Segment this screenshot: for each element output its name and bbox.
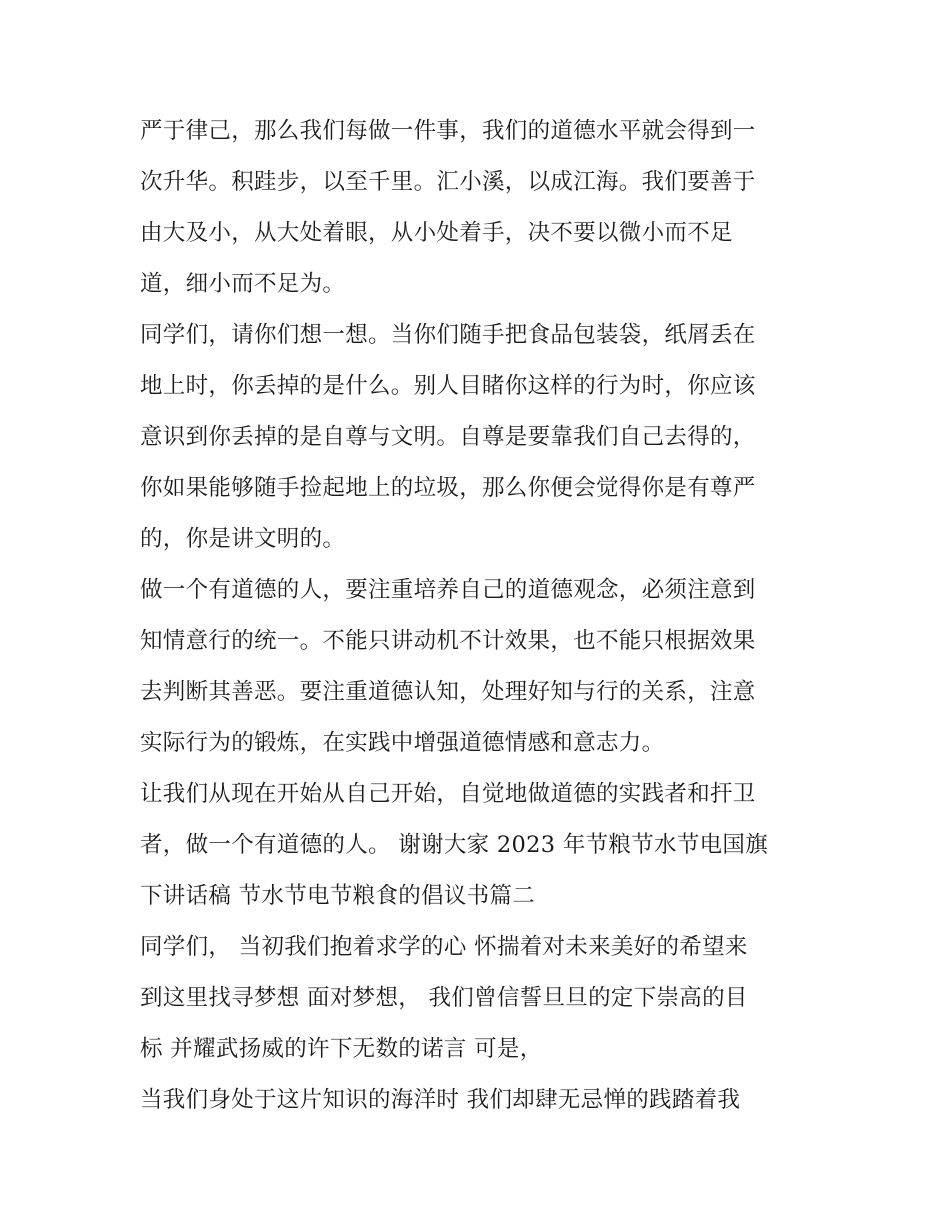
text-line: 让我们从现在开始从自己开始，自觉地做道德的实践者和扞卫 <box>140 781 756 807</box>
text-line: 严于律己，那么我们每做一件事，我们的道德水平就会得到一 <box>140 118 756 144</box>
text-line: 由大及小，从大处着眼，从小处着手，决不要以微小而不足 <box>140 220 733 246</box>
text-line: 地上时，你丢掉的是什么。别人目睹你这样的行为时，你应该 <box>140 373 756 399</box>
text-line: 实际行为的锻炼，在实践中增强道德情感和意志力。 <box>140 730 665 756</box>
text-line: 到这里找寻梦想 面对梦想， 我们曾信誓旦旦的定下崇高的目 <box>140 985 748 1011</box>
text-line: 去判断其善恶。要注重道德认知，处理好知与行的关系，注意 <box>140 679 756 705</box>
text-line: 当我们身处于这片知识的海洋时 我们却肆无忌惮的践踏着我 <box>140 1087 741 1113</box>
text-line: 知情意行的统一。不能只讲动机不计效果，也不能只根据效果 <box>140 628 756 654</box>
text-line: 标 并耀武扬威的许下无数的诺言 可是， <box>140 1036 543 1062</box>
text-line: 意识到你丢掉的是自尊与文明。自尊是要靠我们自己去得的， <box>140 424 756 450</box>
text-line: 道，细小而不足为。 <box>140 271 346 297</box>
text-line: 同学们，请你们想一想。当你们随手把食品包装袋，纸屑丢在 <box>140 322 756 348</box>
text-line: 下讲话稿 节水节电节粮食的倡议书篇二 <box>140 883 536 909</box>
text-line: 同学们， 当初我们抱着求学的心 怀揣着对未来美好的希望来 <box>140 934 748 960</box>
text-line: 的，你是讲文明的。 <box>140 526 346 552</box>
text-line: 你如果能够随手捡起地上的垃圾，那么你便会觉得你是有尊严 <box>140 475 756 501</box>
document-body <box>140 106 820 1126</box>
text-line: 做一个有道德的人，要注重培养自己的道德观念，必须注意到 <box>140 577 756 603</box>
text-line: 次升华。积跬步，以至千里。汇小溪，以成江海。我们要善于 <box>140 169 756 195</box>
text-line: 者，做一个有道德的人。 谢谢大家 2023 年节粮节水节电国旗 <box>140 832 769 858</box>
